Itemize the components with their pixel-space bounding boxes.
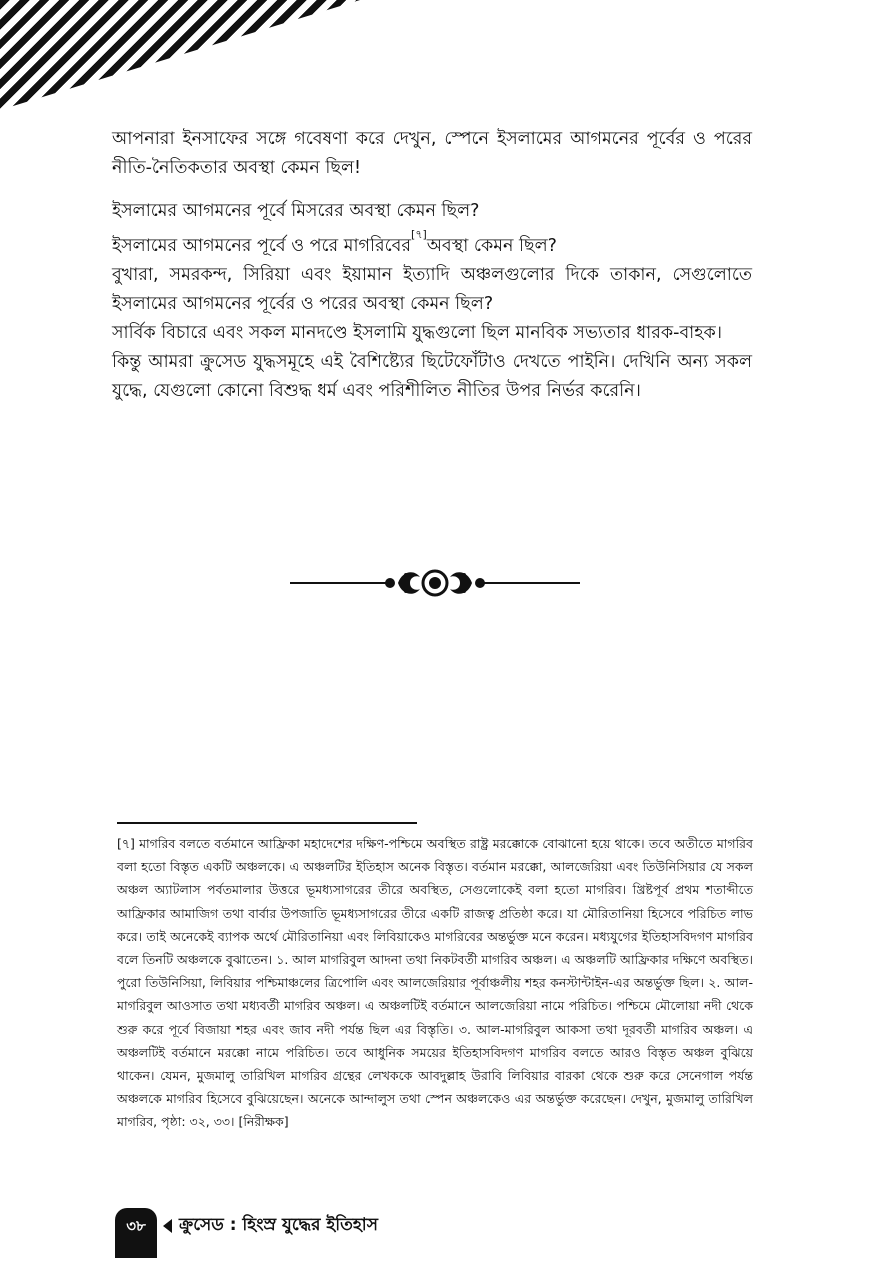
page-number: ৩৮: [115, 1208, 157, 1258]
paragraph-4: বুখারা, সমরকন্দ, সিরিয়া এবং ইয়ামান ইত্যাদি অঞ্চলগুলোর দিকে তাকান, সেগুলোতে ইসলামের আগমনের পূর্বের ও পরের অবস্থা কেমন ছিল?: [112, 264, 752, 314]
main-body-text: [112, 125, 752, 406]
left-triangle-icon: [163, 1219, 172, 1233]
paragraph-3-end: অবস্থা কেমন ছিল?: [426, 235, 557, 256]
footnote-reference[interactable]: [৭]: [411, 228, 427, 241]
paragraph-6: কিন্তু আমরা ক্রুসেড যুদ্ধসমূহে এই বৈশিষ্ট্যের ছিটেফোঁটাও দেখতে পাইনি। দেখিনি অন্য সকল যুদ্ধে, যেগুলো কোনো বিশুদ্ধ ধর্ম এবং পরিশীলিত নীতির উপর নির্ভর করেনি।: [112, 351, 752, 401]
corner-stripes-decoration: [0, 0, 360, 110]
paragraph-3-start: ইসলামের আগমনের পূর্বে ও পরে মাগরিবের: [112, 235, 412, 256]
page-footer: [115, 1208, 515, 1258]
book-title: ক্রুসেড : হিংস্র যুদ্ধের ইতিহাস: [179, 1215, 378, 1235]
footnote-text: [৭] মাগরিব বলতে বর্তমানে আফ্রিকা মহাদেশের দক্ষিণ-পশ্চিমে অবস্থিত রাষ্ট্র মরক্কোকে বোঝানো হয়ে থাকে। তবে অতীতে মাগরিব বলা হতো বিস্তৃত একটি অঞ্চলকে। এ অঞ্চলটির ইতিহাস অনেক বিস্তৃত। বর্তমান মরক্কো, আলজেরিয়া এবং তিউনিসিয়ার যে সকল অঞ্চল অ্যাটলাস পর্বতমালার উত্তরে ভূমধ্যসাগরের তীরে অবস্থিত, সেগুলোকেই বলা হতো মাগরিব। খ্রিষ্টপূর্ব প্রথম শতাব্দীতে আফ্রিকার আমাজিগ তথা বার্বার উপজাতি ভূমধ্যসাগরের তীরে একটি রাজত্ব প্রতিষ্ঠা করে। যা মৌরিতানিয়া হিসেবে পরিচিত লাভ করে। তাই অনেকেই ব্যাপক অর্থে মৌরিতানিয়া এবং লিবিয়াকেও মাগরিবের অন্তর্ভুক্ত মনে করেন। মধ্যযুগের ইতিহাসবিদগণ মাগরিব বলে তিনটি অঞ্চলকে বুঝাতেন। ১. আল মাগরিবুল আদনা তথা নিকটবর্তী মাগরিব অঞ্চল। এ অঞ্চলটি আফ্রিকার দক্ষিণে অবস্থিত। পুরো তিউনিসিয়া, লিবিয়ার পশ্চিমাঞ্চলের ত্রিপোলি এবং আলজেরিয়ার পূর্বাঞ্চলীয় শহর কনস্টান্টাইন-এর অন্তর্ভুক্ত ছিল। ২. আল-মাগরিবুল আওসাত তথা মধ্যবর্তী মাগরিব অঞ্চল। এ অঞ্চলটিই বর্তমানে আলজেরিয়া নামে পরিচিত। পশ্চিমে মৌলোয়া নদী থেকে শুরু করে পূর্বে বিজায়া শহর এবং জাব নদী পর্যন্ত ছিল এর বিস্তৃতি। ৩. আল-মাগরিবুল আকসা তথা দূরবর্তী মাগরিব অঞ্চল। এ অঞ্চলটিই বর্তমানে মরক্কো নামে পরিচিত। তবে আধুনিক সময়ের ইতিহাসবিদগণ মাগরিব বলতে আরও বিস্তৃত অঞ্চল বুঝিয়ে থাকেন। যেমন, মুজমালু তারিখিল মাগরিব গ্রন্থের লেখককে আবদুল্লাহ উরাবি লিবিয়ার বারকা থেকে শুরু করে সেনেগাল পর্যন্ত অঞ্চলকে মাগরিব হিসেবে বুঝিয়েছেন। অনেকে আন্দালুস তথা স্পেন অঞ্চলকেও এর অন্তর্ভুক্ত করেছেন। দেখুন, মুজমালু তারিখিল মাগরিব, পৃষ্ঠা: ৩২, ৩৩। [নিরীক্ষক]: [117, 836, 753, 1130]
paragraph-5: সার্বিক বিচারে এবং সকল মানদণ্ডে ইসলামি যুদ্ধগুলো ছিল মানবিক সভ্যতার ধারক-বাহক।: [112, 322, 722, 343]
floral-divider-icon: [290, 563, 580, 603]
paragraph-1: আপনারা ইনসাফের সঙ্গে গবেষণা করে দেখুন, স্পেনে ইসলামের আগমনের পূর্বের ও পরের নীতি-নৈতিকতার অবস্থা কেমন ছিল!: [112, 129, 752, 178]
footnote-separator: [117, 822, 417, 824]
paragraph-2: ইসলামের আগমনের পূর্বে মিসরের অবস্থা কেমন ছিল?: [112, 201, 480, 221]
paragraph-3: [112, 226, 752, 261]
